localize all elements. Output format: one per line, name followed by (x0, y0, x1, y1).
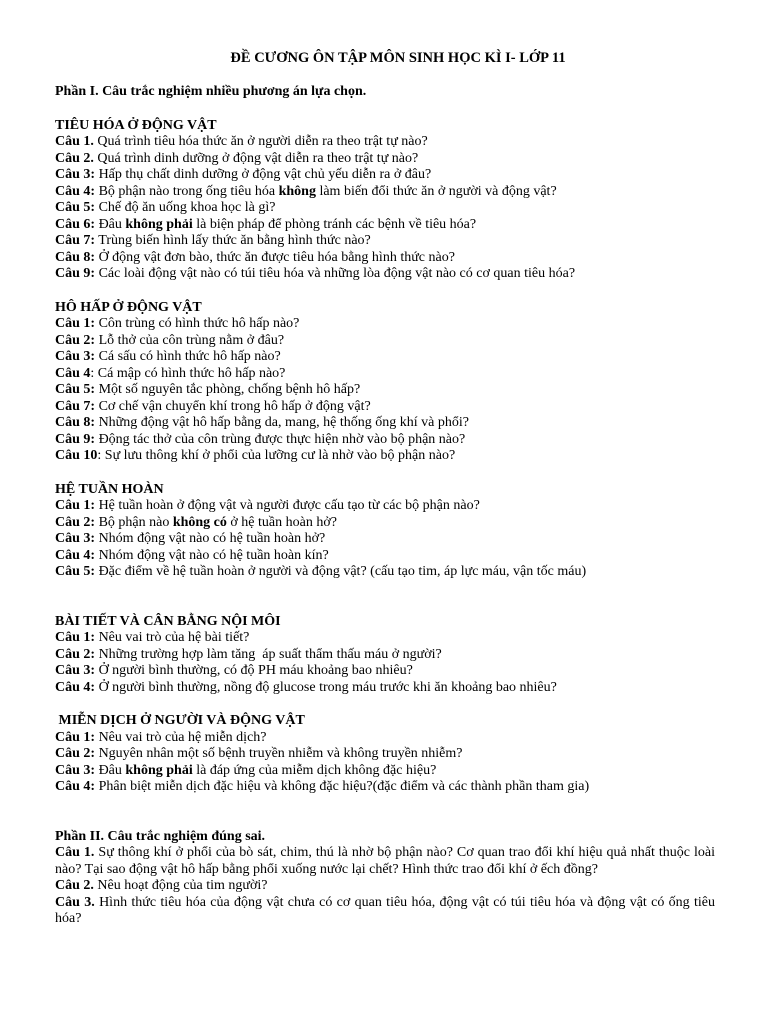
question-number: Câu 4: (55, 183, 96, 199)
question-item (55, 366, 715, 383)
question-item (55, 184, 715, 201)
question-text-pre: Bộ phận nào (95, 514, 173, 530)
question-text: Hấp thụ chất dinh dưỡng ở động vật chủ yếu diễn ra ở đâu? (95, 167, 432, 182)
question-text: Cơ chế vận chuyển khí trong hô hấp ở động vật? (95, 398, 371, 414)
question-number: Câu 3: (55, 167, 96, 182)
question-text: Nhóm động vật nào có hệ tuần hoàn hở? (95, 531, 326, 546)
question-item (55, 200, 715, 217)
section-heading: TIÊU HÓA Ở ĐỘNG VẬT (55, 117, 217, 133)
question-number: Câu 8: (55, 415, 96, 430)
question-number: Câu 1: (55, 498, 96, 513)
question-item (55, 266, 715, 283)
question-item (55, 498, 715, 515)
question-number: Câu 3. (55, 894, 95, 910)
question-item (55, 382, 715, 399)
question-text: Nêu hoạt động của tim người? (93, 878, 268, 893)
question-item (55, 845, 715, 878)
question-item (55, 730, 715, 747)
part-2-heading: Phần II. Câu trắc nghiệm đúng sai. (55, 828, 266, 844)
question-text-emphasis: không có (172, 514, 227, 530)
question-item (55, 548, 715, 565)
question-text-emphasis: không phải (125, 216, 193, 232)
question-text: Nguyên nhân một số bệnh truyền nhiễm và không truyền nhiễm? (95, 746, 463, 761)
question-number: Câu 1. (55, 845, 95, 860)
question-text-post: là biện pháp để phòng tránh các bệnh về tiêu hóa? (192, 216, 477, 232)
question-number: Câu 6: (55, 216, 96, 232)
section-bai-tiet (55, 614, 715, 697)
question-item (55, 333, 715, 350)
question-text: Ở người bình thường, có độ PH máu khoảng bao nhiêu? (95, 663, 413, 678)
question-text: Phân biệt miễn dịch đặc hiệu và không đặc hiệu?(đặc điểm và các thành phần tham gia) (95, 779, 590, 794)
question-number: Câu 3: (55, 663, 96, 678)
question-item (55, 349, 715, 366)
question-text: Nêu vai trò của hệ bài tiết? (95, 630, 250, 645)
section-tieu-hoa (55, 118, 715, 283)
question-number: Câu 9: (55, 431, 96, 447)
question-item (55, 763, 715, 780)
question-number: Câu 5: (55, 200, 96, 215)
question-text: Những trường hợp làm tăng áp suất thẩm thấu máu ở người? (95, 646, 442, 662)
question-text: Hình thức tiêu hóa của động vật chưa có cơ quan tiêu hóa, động vật có túi tiêu hóa và động vật có ống tiêu hóa? (55, 894, 715, 926)
question-text: Ở người bình thường, nồng độ glucose trong máu trước khi ăn khoảng bao nhiêu? (95, 679, 557, 695)
question-number: Câu 5: (55, 382, 96, 397)
question-text: Đặc điểm về hệ tuần hoàn ở người và động vật? (cấu tạo tim, áp lực máu, vận tốc máu) (95, 564, 587, 579)
question-item (55, 432, 715, 449)
question-number: Câu 4 (55, 365, 91, 381)
question-item (55, 878, 715, 895)
question-item (55, 217, 715, 234)
question-text-emphasis: không phải (125, 762, 193, 778)
question-number: Câu 1: (55, 316, 96, 331)
question-text: Hệ tuần hoàn ở động vật và người được cấu tạo từ các bộ phận nào? (95, 498, 480, 513)
question-number: Câu 1: (55, 729, 96, 745)
section-heading: HÔ HẤP Ở ĐỘNG VẬT (55, 299, 202, 315)
question-item (55, 167, 715, 184)
question-item (55, 647, 715, 664)
question-number: Câu 2. (55, 878, 94, 893)
question-text: Nêu vai trò của hệ miễn dịch? (95, 729, 267, 745)
question-text: Ở động vật đơn bào, thức ăn được tiêu hóa bằng hình thức nào? (95, 249, 455, 265)
question-item (55, 895, 715, 928)
question-item (55, 415, 715, 432)
section-heading: BÀI TIẾT VÀ CÂN BẰNG NỘI MÔI (55, 613, 281, 629)
question-text-pre: Đâu (95, 762, 126, 778)
question-number: Câu 10 (55, 448, 98, 463)
question-item (55, 151, 715, 168)
question-text: : Cá mập có hình thức hô hấp nào? (90, 365, 286, 381)
question-number: Câu 7: (55, 398, 96, 414)
question-item (55, 680, 715, 697)
question-number: Câu 2: (55, 514, 96, 530)
question-number: Câu 1. (55, 134, 94, 149)
section-ho-hap (55, 300, 715, 465)
question-item (55, 564, 715, 581)
question-text: Lỗ thở của côn trùng nằm ở đâu? (95, 332, 285, 348)
question-text-post: làm biến đổi thức ăn ở người và động vật? (315, 183, 557, 199)
question-number: Câu 4: (55, 547, 96, 563)
question-number: Câu 3: (55, 531, 96, 546)
question-text: Động tác thở của côn trùng được thực hiện nhờ vào bộ phận nào? (95, 431, 466, 447)
section-mien-dich (55, 713, 715, 796)
question-text: Cá sấu có hình thức hô hấp nào? (95, 349, 281, 364)
question-item (55, 630, 715, 647)
part-1-heading: Phần I. Câu trắc nghiệm nhiều phương án lựa chọn. (55, 84, 367, 99)
question-text: Một số nguyên tắc phòng, chống bệnh hô hấp? (95, 382, 361, 397)
question-item (55, 448, 715, 465)
question-number: Câu 8: (55, 249, 96, 265)
question-number: Câu 3: (55, 762, 96, 778)
question-number: Câu 7: (55, 233, 96, 248)
question-text-pre: Đâu (95, 216, 126, 232)
question-text-pre: Bộ phận nào trong ống tiêu hóa (95, 183, 279, 199)
question-item (55, 250, 715, 267)
question-text: Những động vật hô hấp bằng da, mang, hệ thống ống khí và phổi? (95, 415, 469, 430)
question-number: Câu 2: (55, 332, 96, 348)
question-number: Câu 2. (55, 150, 94, 166)
question-text: Chế độ ăn uống khoa học là gì? (95, 200, 276, 215)
question-text: : Sự lưu thông khí ở phổi của lưỡng cư là nhờ vào bộ phận nào? (97, 448, 456, 463)
section-tuan-hoan (55, 482, 715, 581)
question-number: Câu 2: (55, 746, 96, 761)
question-text-emphasis: không (278, 183, 316, 199)
question-item (55, 531, 715, 548)
question-text: Quá trình dinh dưỡng ở động vật diễn ra theo trật tự nào? (93, 150, 419, 166)
question-text: Nhóm động vật nào có hệ tuần hoàn kín? (95, 547, 329, 563)
question-text-post: ở hệ tuần hoàn hở? (226, 514, 337, 530)
question-text: Các loài động vật nào có túi tiêu hóa và những lòa động vật nào có cơ quan tiêu hóa? (95, 266, 576, 281)
question-number: Câu 1: (55, 630, 96, 645)
question-text: Sự thông khí ở phổi của bò sát, chim, thú là nhờ bộ phận nào? Cơ quan trao đổi khí hiệu quả nhất thuộc loài nào? Tại sao động vật hô hấp bằng phổi xuống nước lại chết? Hình thức trao đổi khí ở ếch đồng? (55, 845, 715, 877)
question-text-post: là đáp ứng của miễm dịch không đặc hiệu? (192, 762, 437, 778)
question-number: Câu 5: (55, 564, 96, 579)
question-item (55, 515, 715, 532)
question-item (55, 134, 715, 151)
question-number: Câu 2: (55, 646, 96, 662)
question-text: Côn trùng có hình thức hô hấp nào? (95, 316, 300, 331)
question-number: Câu 4: (55, 679, 96, 695)
question-item (55, 233, 715, 250)
question-item (55, 663, 715, 680)
section-heading: HỆ TUẦN HOÀN (55, 481, 164, 497)
question-item (55, 746, 715, 763)
question-number: Câu 9: (55, 266, 96, 281)
question-item (55, 779, 715, 796)
question-item (55, 399, 715, 416)
question-number: Câu 4: (55, 779, 96, 794)
question-text: Quá trình tiêu hóa thức ăn ở người diễn ra theo trật tự nào? (93, 134, 428, 149)
document-body (55, 84, 715, 928)
section-heading: MIỄN DỊCH Ở NGƯỜI VÀ ĐỘNG VẬT (55, 713, 305, 728)
document-title: ĐỀ CƯƠNG ÔN TẬP MÔN SINH HỌC KÌ I- LỚP 11 (230, 50, 566, 66)
section-part-2 (55, 829, 715, 928)
question-text: Trùng biến hình lấy thức ăn bằng hình thức nào? (95, 233, 371, 248)
question-number: Câu 3: (55, 349, 96, 364)
question-item (55, 316, 715, 333)
